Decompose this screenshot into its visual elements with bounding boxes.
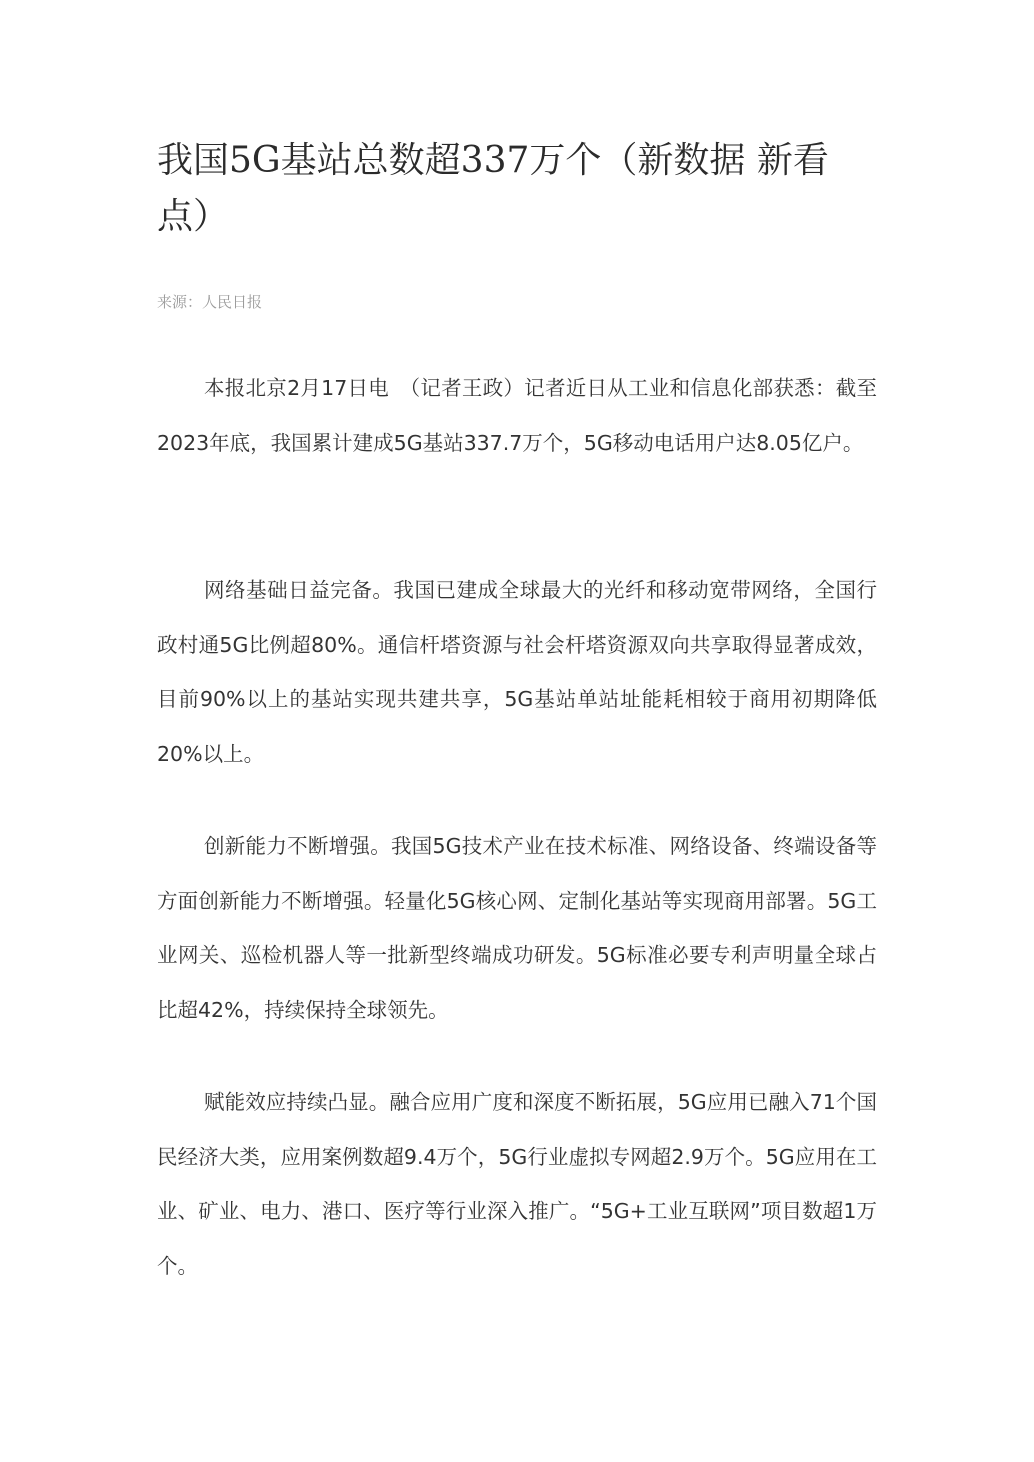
article-paragraph: 本报北京2月17日电 （记者王政）记者近日从工业和信息化部获悉：截至2023年底，我国累计建成5G基站337.7万个，5G移动电话用户达8.05亿户。 <box>157 376 877 455</box>
article-paragraph: 创新能力不断增强。我国5G技术产业在技术标准、网络设备、终端设备等方面创新能力不断增强。轻量化5G核心网、定制化基站等实现商用部署。5G工业网关、巡检机器人等一批新型终端成功研发。5G标准必要专利声明量全球占比超42%，持续保持全球领先。 <box>157 834 877 1022</box>
article-paragraph: 赋能效应持续凸显。融合应用广度和深度不断拓展，5G应用已融入71个国民经济大类，应用案例数超9.4万个，5G行业虚拟专网超2.9万个。5G应用在工业、矿业、电力、港口、医疗等行业深入推广。“5G+工业互联网”项目数超1万个。 <box>157 1090 877 1278</box>
article-source: 来源：人民日报 <box>157 293 263 311</box>
article-title: 我国5G基站总数超337万个（新数据 新看点） <box>157 140 829 237</box>
article-paragraph: 网络基础日益完备。我国已建成全球最大的光纤和移动宽带网络，全国行政村通5G比例超80%。通信杆塔资源与社会杆塔资源双向共享取得显著成效，目前90%以上的基站实现共建共享，5G基站单站址能耗相较于商用初期降低20%以上。 <box>157 578 877 766</box>
